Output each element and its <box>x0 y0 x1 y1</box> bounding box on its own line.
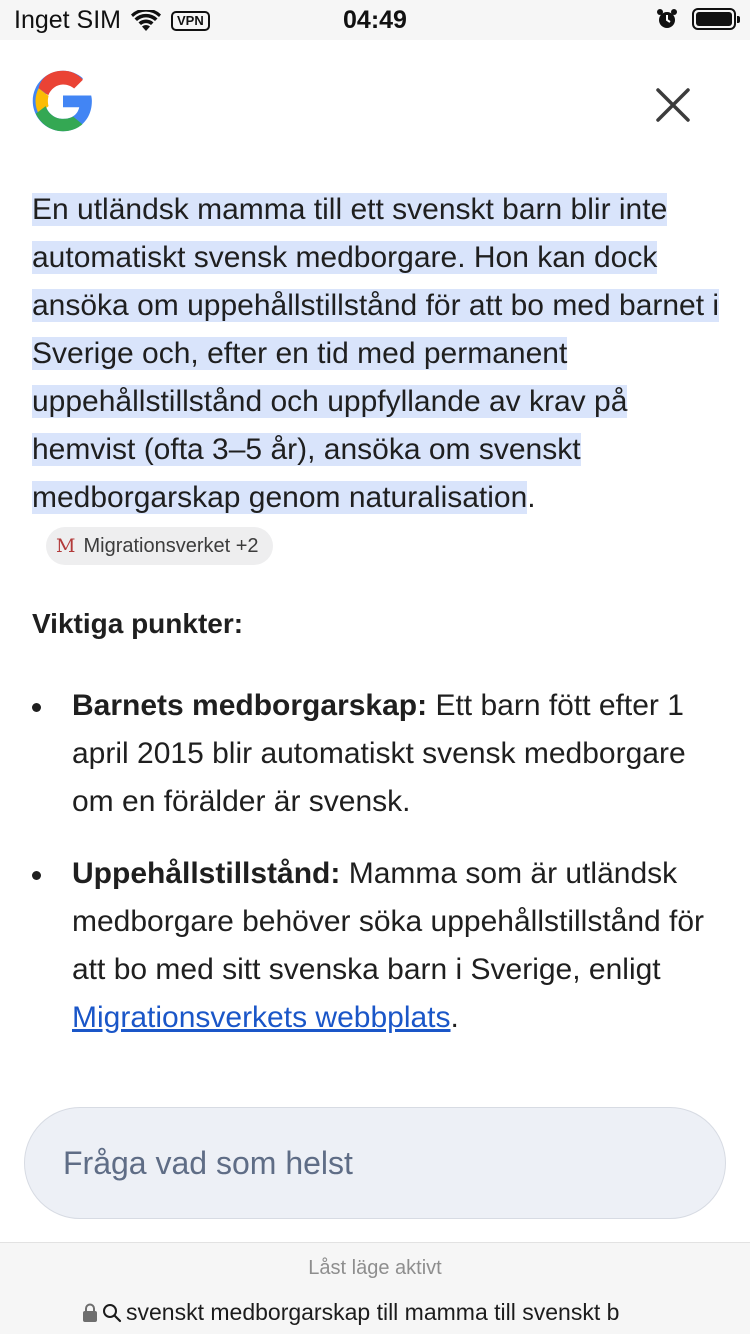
padlock-icon <box>82 1303 98 1323</box>
bullet-title: Barnets medborgarskap: <box>72 689 428 722</box>
status-right <box>656 8 736 30</box>
bullet-title: Uppehållstillstånd: <box>72 857 341 890</box>
bullet-dot <box>32 871 41 880</box>
migrationsverket-icon: M <box>56 535 76 557</box>
bullet-dot <box>32 703 41 712</box>
address-bar[interactable] <box>82 1299 682 1326</box>
section-heading: Viktiga punkter: <box>32 608 244 639</box>
url-text: svenskt medborgarskap till mamma till svenskt b <box>126 1299 620 1325</box>
battery-icon <box>692 8 736 30</box>
bullet-text: Ett barn fött efter 1 april 2015 blir automatiskt svensk medborgare om en förälder är svensk. <box>72 689 686 818</box>
ask-input[interactable] <box>63 1108 683 1218</box>
migrationsverket-link[interactable]: Migrationsverkets webbplats <box>72 1001 451 1034</box>
search-icon <box>102 1303 122 1323</box>
list-item: Uppehållstillstånd: Mamma som är utländsk medborgare behöver söka uppehållstillstånd för att bo med sitt svenska barn i Sverige, enligt Migrationsverkets webbplats. <box>32 850 732 1042</box>
lockdown-mode-label: Låst läge aktivt <box>308 1257 442 1279</box>
list-item <box>32 682 732 826</box>
vpn-badge: VPN <box>171 11 210 31</box>
google-logo <box>30 68 96 134</box>
browser-bar <box>0 1242 750 1334</box>
source-chip-label: Migrationsverket +2 <box>83 535 259 557</box>
bullet-text: Mamma som är utländsk medborgare behöver söka uppehållstillstånd för att bo med sitt svenska barn i Sverige, enligt <box>72 857 705 986</box>
ask-box[interactable] <box>24 1107 726 1219</box>
bullet-list <box>32 682 732 1066</box>
status-time: 04:49 <box>343 6 407 34</box>
answer-text: En utländsk mamma till ett svenskt barn blir inte automatiskt svensk medborgare. Hon kan dock ansöka om uppehållstillstånd för att bo med barnet i Sverige och, efter en tid med permanent uppehållstillstånd och uppfyllande av krav på hemvist (ofta 3–5 år), ansöka om svenskt medborgarskap genom naturalisation <box>32 193 720 514</box>
carrier-label: Inget SIM <box>14 6 121 34</box>
close-icon[interactable] <box>650 82 696 128</box>
alarm-icon <box>656 8 678 30</box>
status-bar <box>0 0 750 40</box>
ai-answer: En utländsk mamma till ett svenskt barn blir inte automatiskt svensk medborgare. Hon kan dock ansöka om uppehållstillstånd för att bo med barnet i Sverige och, efter en tid med permanent uppehållstillstånd och uppfyllande av krav på hemvist (ofta 3–5 år), ansöka om svenskt medborgarskap genom naturalisation. M Migrationsverket +2 <box>32 186 722 570</box>
source-chip[interactable] <box>46 527 273 565</box>
